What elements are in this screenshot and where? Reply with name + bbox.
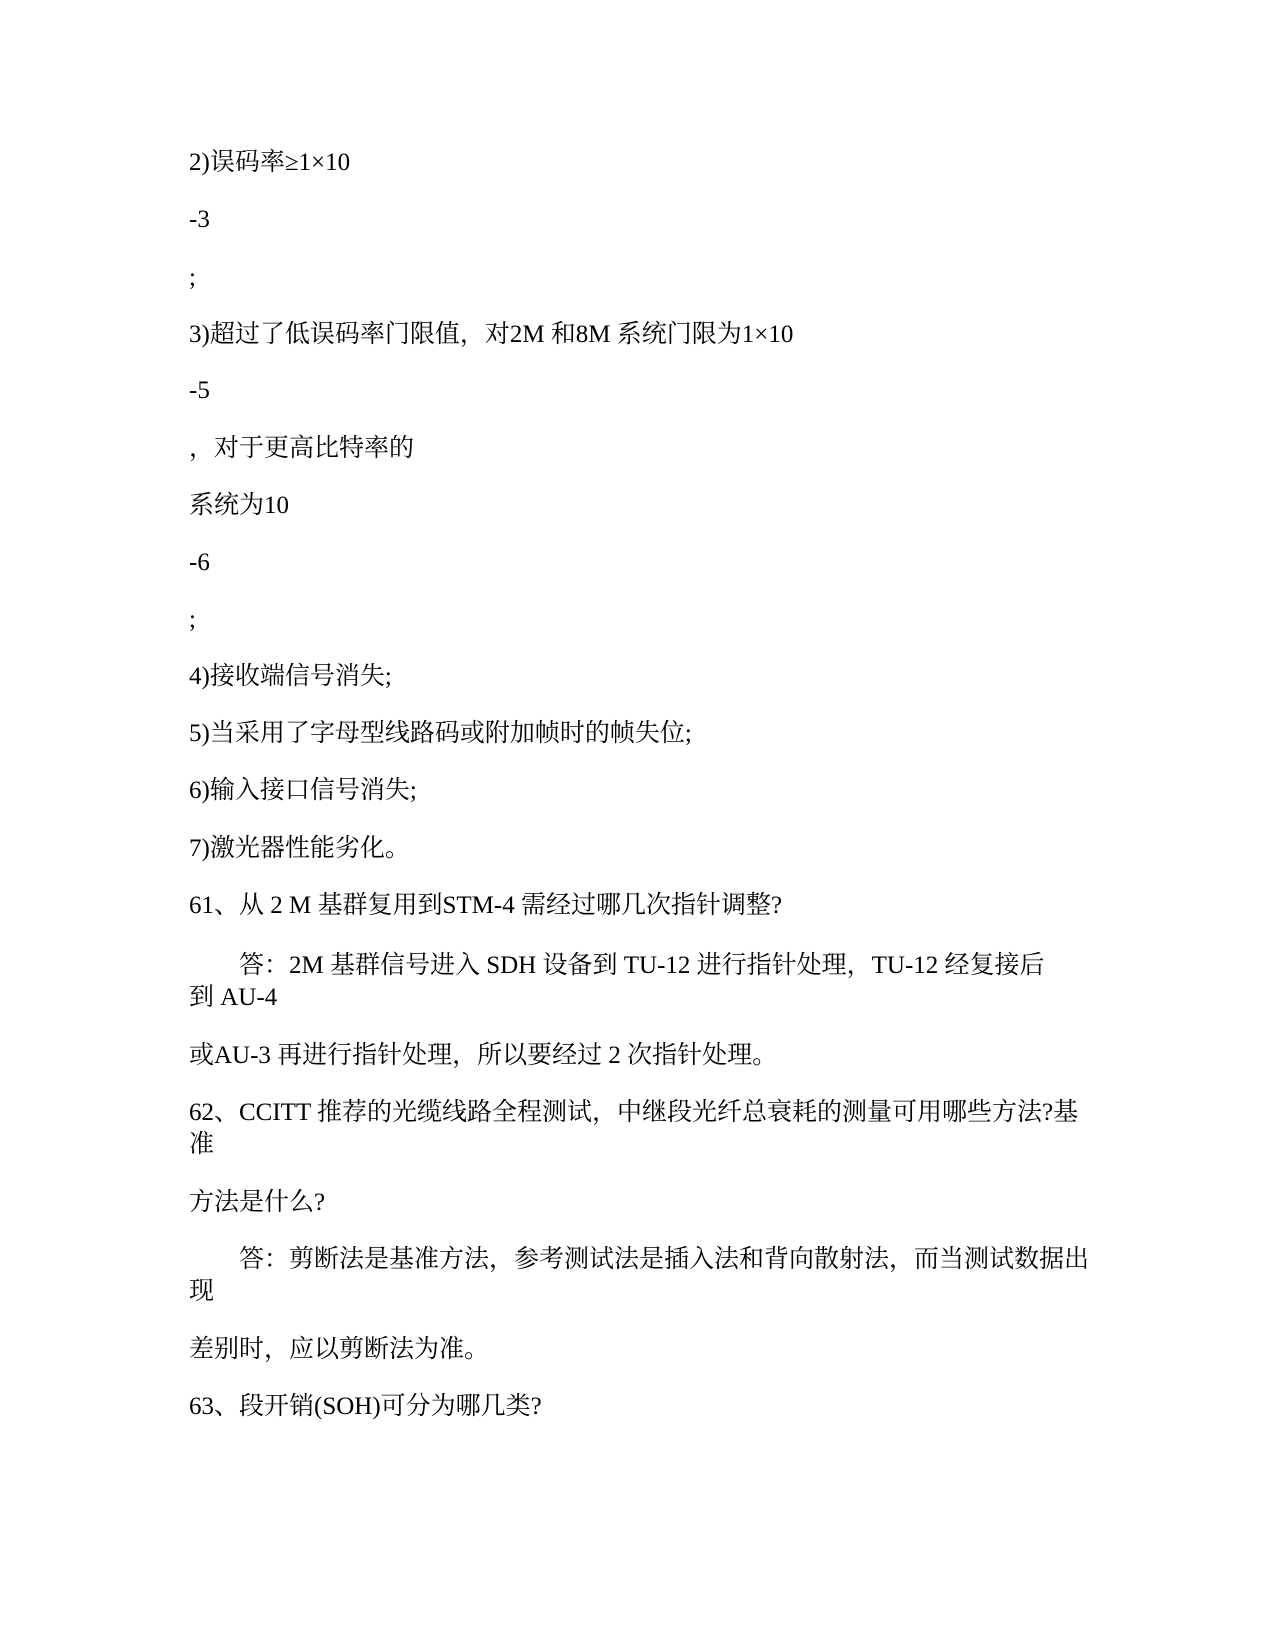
text-line: 2)误码率≥1×10 [189,149,351,176]
answer-line: 答：2M 基群信号进入 SDH 设备到 TU-12 进行指针处理，TU-12 经复接后 [239,952,1045,979]
text-line: ; [189,264,196,291]
answer-line: 答：剪断法是基准方法，参考测试法是插入法和背向散射法，而当测试数据出 [239,1246,1090,1273]
text-line: 5)当采用了字母型线路码或附加帧时的帧失位; [189,720,692,747]
text-line: 现 [189,1278,215,1305]
text-line: 或AU-3 再进行指针处理，所以要经过 2 次指针处理。 [189,1042,778,1069]
text-line: 3)超过了低误码率门限值，对2M 和8M 系统门限为1×10 [189,321,794,348]
text-line: ，对于更高比特率的 [189,435,415,462]
question-line: 63、段开销(SOH)可分为哪几类? [189,1393,542,1420]
text-line: 差别时，应以剪断法为准。 [189,1336,490,1363]
text-line: -6 [189,549,210,576]
text-line: 系统为10 [189,492,290,519]
text-line: ; [189,606,196,633]
text-line: 准 [189,1131,215,1158]
text-line: 7)激光器性能劣化。 [189,835,410,862]
text-line: 6)输入接口信号消失; [189,777,417,804]
question-line: 61、从 2 M 基群复用到STM-4 需经过哪几次指针调整? [189,892,783,919]
text-line: -3 [189,206,210,233]
text-line: 4)接收端信号消失; [189,663,392,690]
text-line: -5 [189,377,210,404]
text-line: 到 AU-4 [189,984,278,1011]
text-line: 方法是什么? [189,1189,326,1216]
question-line: 62、CCITT 推荐的光缆线路全程测试，中继段光纤总衰耗的测量可用哪些方法?基 [189,1099,1079,1126]
